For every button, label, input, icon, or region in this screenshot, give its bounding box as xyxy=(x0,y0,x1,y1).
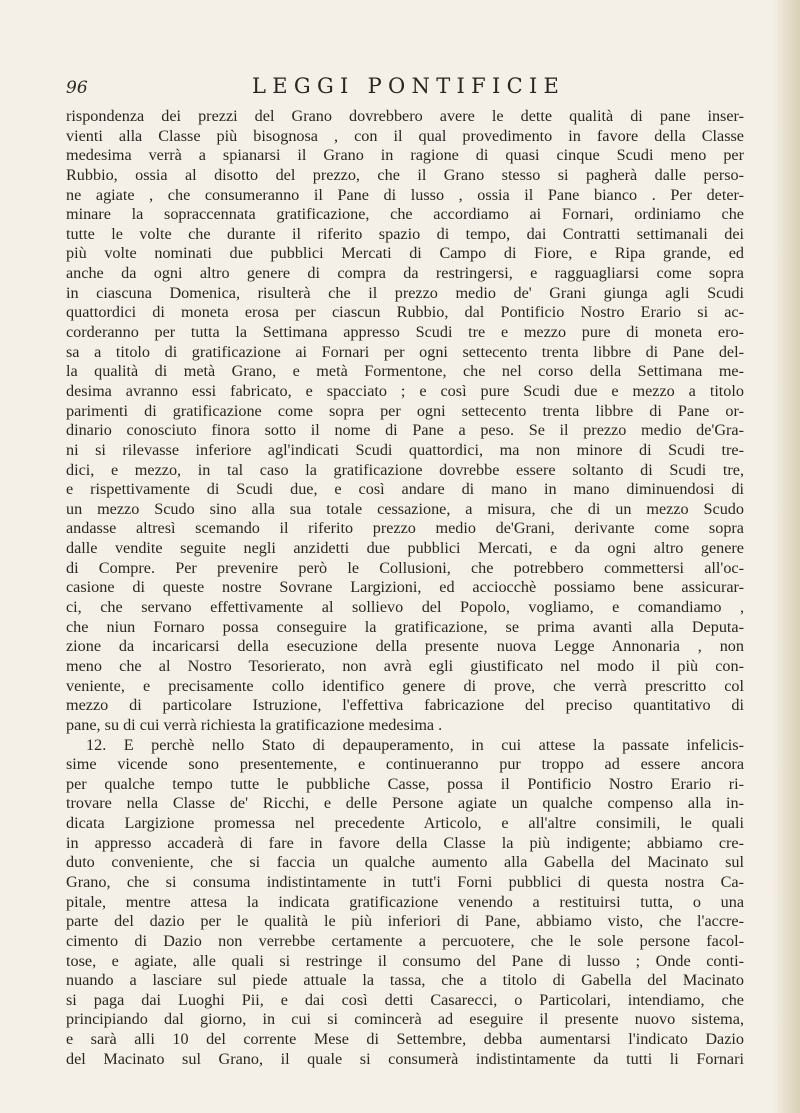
text-line: dici, e mezzo, in tal caso la gratificazione dovrebbe essere soltanto di Scudi tre, xyxy=(66,460,744,479)
text-line: sime vicende sono presentemente, e continueranno pur troppo ad essere ancora xyxy=(66,755,744,774)
text-line: in appresso accaderà di fare in favore della Classe la più indigente; abbiamo cre- xyxy=(66,833,744,852)
page-gutter-shadow xyxy=(772,0,800,1113)
text-line: un mezzo Scudo sino alla sua totale cessazione, a misura, che di un mezzo Scudo xyxy=(66,499,744,518)
text-line: dicata Largizione promessa nel precedente Articolo, e all'altre consimili, le quali xyxy=(66,814,744,833)
text-line: minare la sopraccennata gratificazione, che accordiamo ai Fornari, ordiniamo che xyxy=(66,205,744,224)
text-line: ne agiate , che consumeranno il Pane di lusso , ossia il Pane bianco . Per deter- xyxy=(66,185,744,204)
text-line: duto conveniente, che si faccia un qualche aumento alla Gabella del Macinato sul xyxy=(66,853,744,872)
text-line: di Compre. Per prevenire però le Collusioni, che potrebbero commettersi all'oc- xyxy=(66,558,744,577)
text-line: vienti alla Classe più bisognosa , con il qual provedimento in favore della Classe xyxy=(66,126,744,145)
page-number: 96 xyxy=(66,78,88,98)
text-line: meno che al Nostro Tesorierato, non avrà egli giustificato nel modo il più con- xyxy=(66,656,744,675)
text-line: tose, e agiate, alle quali si restringe il consumo del Pane di lusso ; Onde conti- xyxy=(66,951,744,970)
text-line: Grano, che si consuma indistintamente in tutt'i Forni pubblici di questa nostra Ca- xyxy=(66,872,744,891)
text-line: quattordici di moneta erosa per ciascun Rubbio, dal Pontificio Nostro Erario si ac- xyxy=(66,303,744,322)
text-line: anche da ogni altro genere di compra da restringersi, e ragguagliarsi come sopra xyxy=(66,264,744,283)
text-line: pane, su di cui verrà richiesta la gratificazione medesima . xyxy=(66,715,443,734)
text-line: Rubbio, ossia al disotto del prezzo, che il Grano stesso si pagherà dalle perso- xyxy=(66,165,744,184)
text-line: corderanno per tutta la Settimana appresso Scudi tre e mezzo pure di moneta ero- xyxy=(66,323,744,342)
text-line: tutte le volte che durante il riferito spazio di tempo, dai Contratti settimanali dei xyxy=(66,224,744,243)
text-line: per qualche tempo tutte le pubbliche Casse, possa il Pontificio Nostro Erario ri- xyxy=(66,774,744,793)
text-line: parimenti di gratificazione come sopra per ogni settecento trenta libbre di Pane or- xyxy=(66,401,744,420)
text-line: nuando a lasciare sul piede attuale la tassa, che a titolo di Gabella del Macinato xyxy=(66,971,744,990)
text-line: andasse altresì scemando il riferito prezzo medio de'Grani, derivante come sopra xyxy=(66,519,744,538)
text-line: che niun Fornaro possa conseguire la gratificazione, se prima avanti alla Deputa- xyxy=(66,617,744,636)
text-line: e rispettivamente di Scudi due, e così andare di mano in mano diminuendosi di xyxy=(66,480,744,499)
text-line: del Macinato sul Grano, il quale si consumerà indistintamente da tutti li Fornari xyxy=(66,1049,744,1068)
running-title: LEGGI PONTIFICIE xyxy=(252,74,566,98)
text-line: sa a titolo di gratificazione ai Fornari per ogni settecento trenta libbre di Pane del- xyxy=(66,342,744,361)
text-line: principiando dal giorno, in cui si comincerà ad eseguire il presente nuovo sistema, xyxy=(66,1010,744,1029)
text-line: dalle vendite seguite negli anzidetti due pubblici Mercati, e da ogni altro genere xyxy=(66,539,744,558)
text-line xyxy=(66,1069,744,1089)
text-line: si paga dai Luoghi Pii, e dai così detti Casarecci, o Particolari, intendiamo, che xyxy=(66,990,744,1009)
text-line: zione da incaricarsi della esecuzione della presente nuova Legge Annonaria , non xyxy=(66,637,744,656)
body-text xyxy=(66,107,744,1089)
text-line: e sarà alli 10 del corrente Mese di Settembre, debba aumentarsi l'indicato Dazio xyxy=(66,1030,744,1049)
text-line: dinario conosciuto finora sotto il nome di Pane a peso. Se il prezzo medio de'Gra- xyxy=(66,421,744,440)
text-line: ci, che servano effettivamente al sollievo del Popolo, vogliamo, e comandiamo , xyxy=(66,598,744,617)
text-line: pitale, mentre attesa la indicata gratificazione venendo a restituirsi tutta, o una xyxy=(66,892,744,911)
text-line: veniente, e precisamente collo identifico genere di prove, che verrà prescritto col xyxy=(66,676,744,695)
text-line: mezzo di particolare Istruzione, l'effettiva fabricazione del preciso quantitativo di xyxy=(66,696,744,715)
text-line: medesima verrà a spianarsi il Grano in ragione di quasi cinque Scudi meno per xyxy=(66,146,744,165)
text-line: in ciascuna Domenica, risulterà che il prezzo medio de' Grani giunga agli Scudi xyxy=(66,283,744,302)
text-line: trovare nella Classe de' Ricchi, e delle Persone agiate un qualche compenso alla in- xyxy=(66,794,744,813)
text-line: 12. E perchè nello Stato di depauperamento, in cui attese la passate infelicis- xyxy=(86,735,744,754)
text-line: desima avranno essi fabricato, e spacciato ; e così pure Scudi due e mezzo a titolo xyxy=(66,381,744,400)
text-line: casione di queste nostre Sovrane Largizioni, ed acciocchè possiamo bene assicurar- xyxy=(66,578,744,597)
text-line: ni si rilevasse inferiore agl'indicati Scudi quattordici, ma non minore di Scudi tre- xyxy=(66,440,744,459)
text-line: rispondenza dei prezzi del Grano dovrebbero avere le dette qualità di pane inser- xyxy=(66,107,744,125)
text-line: più volte nominati due pubblici Mercati di Campo di Fiore, e Ripa grande, ed xyxy=(66,244,744,263)
text-line: parte del dazio per le qualità le più inferiori di Pane, abbiamo visto, che l'accre- xyxy=(66,912,744,931)
page-header xyxy=(66,74,746,104)
text-line: la qualità di metà Grano, e metà Formentone, che nel corso della Settimana me- xyxy=(66,362,744,381)
text-line: cimento di Dazio non verrebbe certamente a percuotere, che le sole persone facol- xyxy=(66,931,744,950)
